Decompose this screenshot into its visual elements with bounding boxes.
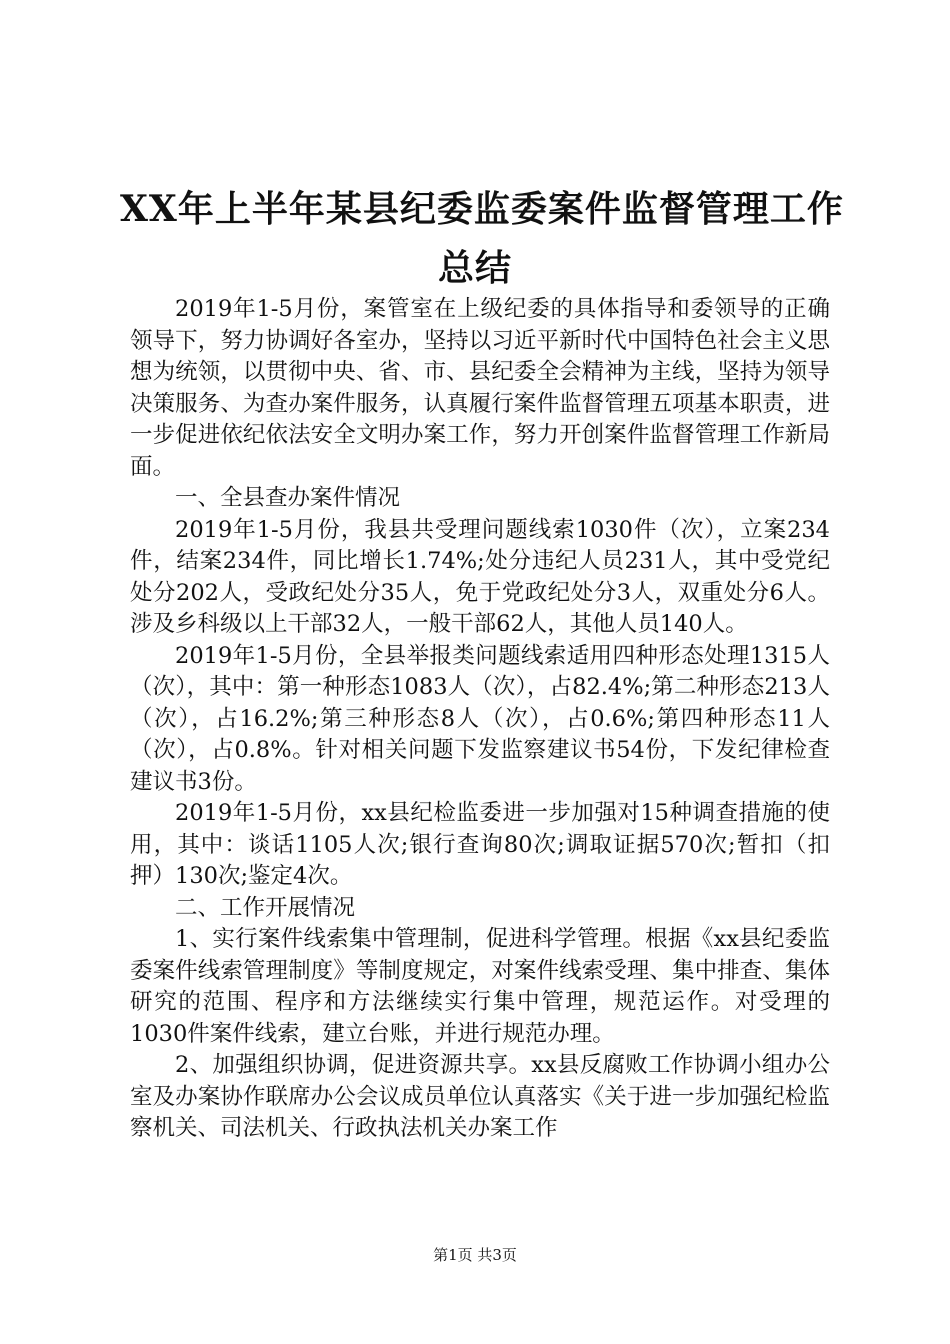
paragraph-investigation-measures: 2019年1-5月份，xx县纪检监委进一步加强对15种调查措施的使用，其中：谈话1105人次;银行查询80次;调取证据570次;暂扣（扣押）130次;鉴定4次。 bbox=[130, 800, 830, 889]
document-title-line-2: 总结 bbox=[437, 247, 512, 289]
paragraph-case-stats: 2019年1-5月份，我县共受理问题线索1030件（次），立案234件，结案234件，同比增长1.74%;处分违纪人员231人，其中受党纪处分202人，受政纪处分35人，免于党政纪处分3人，双重处分6人。涉及乡科级以上干部32人，一般干部62人，其他人员140人。 bbox=[130, 516, 830, 637]
paragraph-intro: 2019年1-5月份，案管室在上级纪委的具体指导和委领导的正确领导下，努力协调好各室办，坚持以习近平新时代中国特色社会主义思想为统领，以贯彻中央、省、市、县纪委全会精神为主线，坚持为领导决策服务、为查办案件服务，认真履行案件监督管理五项基本职责，进一步促进依纪依法安全文明办案工作，努力开创案件监督管理工作新局面。 bbox=[130, 296, 830, 480]
paragraph-item-2: 2、加强组织协调，促进资源共享。xx县反腐败工作协调小组办公室及办案协作联席办公会议成员单位认真落实《关于进一步加强纪检监察机关、司法机关、行政执法机关办案工作 bbox=[130, 1052, 830, 1141]
paragraph-four-forms: 2019年1-5月份，全县举报类问题线索适用四种形态处理1315人（次），其中：第一种形态1083人（次），占82.4%;第二种形态213人（次），占16.2%;第三种形态8人（次），占0.6%;第四种形态11人（次），占0.8%。针对相关问题下发监察建议书54份，下发纪律检查建议书3份。 bbox=[130, 642, 830, 795]
section-heading-1: 一、全县查办案件情况 bbox=[175, 485, 401, 511]
section-heading-2: 二、工作开展情况 bbox=[175, 894, 356, 921]
page-footer: 第1页 共3页 bbox=[433, 1246, 517, 1264]
paragraph-item-1: 1、实行案件线索集中管理制，促进科学管理。根据《xx县纪委监委案件线索管理制度》等制度规定，对案件线索受理、集中排查、集体研究的范围、程序和方法继续实行集中管理，规范运作。对受理的1030件案件线索，建立台账，并进行规范办理。 bbox=[130, 926, 830, 1047]
document-body bbox=[130, 294, 830, 1145]
document-title-line-1: XX年上半年某县纪委监委案件监督管理工作 bbox=[120, 188, 844, 230]
